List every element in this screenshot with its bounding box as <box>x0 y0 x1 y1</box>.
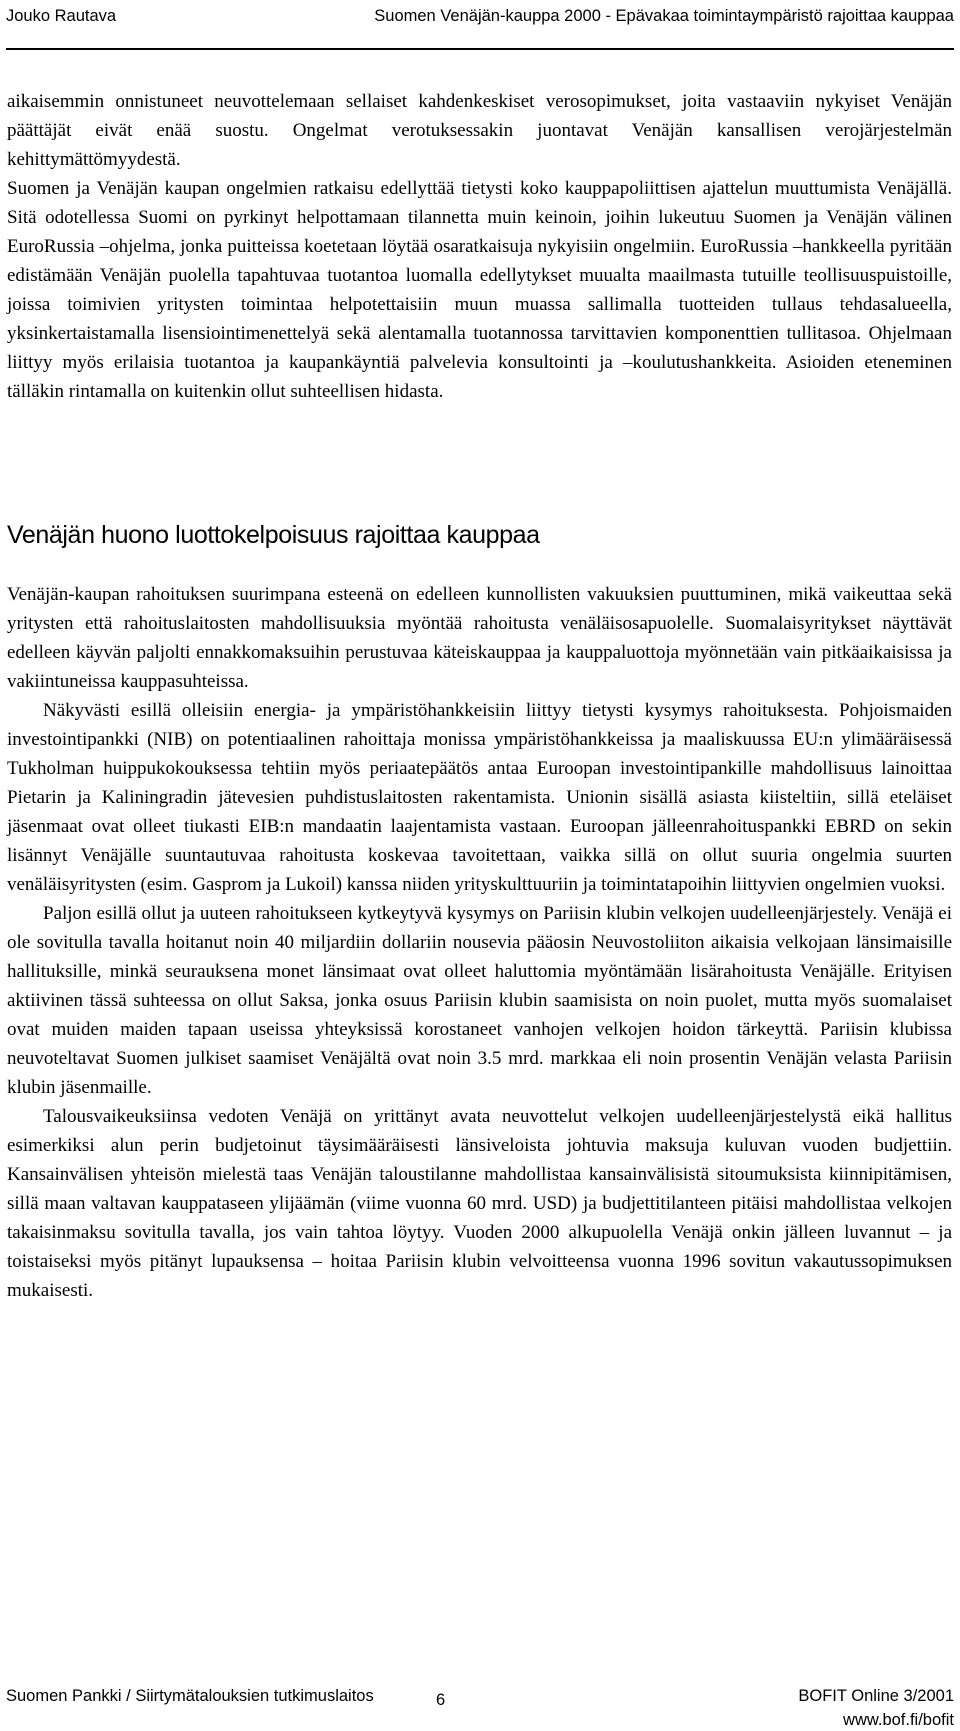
paragraph-debt-restructuring: Talousvaikeuksiinsa vedoten Venäjä on yrittänyt avata neuvottelut velkojen uudelleenjärjestelystä eikä hallitus esimerkiksi alun perin budjetoinut täysimääräisesti länsiveloista johtuvia maksuja kuluvan vuoden budjettiin. Kansainvälisen yhteisön mielestä taas Venäjän taloustilanne mahdollistaa kansainvälisistä sitoumuksista kiinnipitämisen, sillä maan valtavan kauppataseen ylijäämän (viime vuonna 60 mrd. USD) ja budjettitilanteen pitäisi mahdollistaa velkojen takaisinmaksu sovitulla tavalla, jos vain tahtoa löytyy. Vuoden 2000 alkupuolella Venäjä onkin jälleen luvannut – ja toistaiseksi myös pitänyt lupauksensa – hoitaa Pariisin klubin velvoitteensa vuonna 1996 sovitun vakautussopimuksen mukaisesti. <box>7 1106 952 1301</box>
section-heading: Venäjän huono luottokelpoisuus rajoittaa kauppaa <box>7 521 540 549</box>
top-text-block <box>7 87 952 406</box>
footer-website-link[interactable]: www.bof.fi/bofit <box>843 1711 954 1729</box>
section-text-block <box>7 580 952 1305</box>
paragraph-financing: Venäjän-kaupan rahoituksen suurimpana esteenä on edelleen kunnollisten vakuuksien puuttuminen, mikä vaikeuttaa sekä yritysten että rahoituslaitosten mahdollisuuksia myöntää rahoitusta venäläisosapuolelle. Suomalaisyritykset näyttävät edelleen käyvän paljolti ennakkomaksuihin perustuvaa käteiskauppaa ja kauppaluottoja myönnetään vain pitkäaikaisissa ja vakiintuneissa kauppasuhteissa. <box>7 584 952 692</box>
paragraph-environment-financing: Näkyvästi esillä olleisiin energia- ja ympäristöhankkeisiin liittyy tietysti kysymys rahoituksesta. Pohjoismaiden investointipankki (NIB) on potentiaalinen rahoittaja monissa ympäristöhankkeissa ja maaliskuussa EU:n ylimääräisessä Tukholman huippukokouksessa tehtiin myös periaatepäätös antaa Euroopan investointipankille mahdollisuus lainoittaa Pietarin ja Kaliningradin jätevesien puhdistuslaitosten rakentamista. Unionin sisällä asiasta kiisteltiin, sillä eteläiset jäsenmaat ovat olleet tiukasti EIB:n mandaatin laajentamista vastaan. Euroopan jälleenrahoituspankki EBRD on sekin lisännyt Venäjälle suuntautuvaa rahoitusta koskevaa tavoitettaan, vaikka sillä on ollut suuria ongelmia suurten venäläisyritysten (esim. Gasprom ja Lukoil) kanssa niiden yrityskulttuuriin ja toimintatapoihin liittyvien ongelmien vuoksi. <box>7 700 952 895</box>
header-running-title: Suomen Venäjän-kauppa 2000 - Epävakaa toimintaympäristö rajoittaa kauppaa <box>374 7 954 25</box>
paragraph-eurorussia: Suomen ja Venäjän kaupan ongelmien ratkaisu edellyttää tietysti koko kauppapoliittisen ajattelun muuttumista Venäjällä. Sitä odotellessa Suomi on pyrkinyt helpottamaan tilannetta muin keinoin, joihin lukeutuu Suomen ja Venäjän välinen EuroRussia –ohjelma, jonka puitteissa koetetaan löytää osaratkaisuja nykyisiin ongelmiin. EuroRussia –hankkeella pyritään edistämään Venäjän puolella tapahtuvaa tuotantoa luomalla edellytykset muualta maailmasta tutuille teollisuuspuistoille, joissa toimivien yritysten toimintaa helpotettaisiin muun muassa sallimalla tuotteiden tullaus tehdasalueella, yksinkertaistamalla lisensiointimenettelyä sekä alentamalla tuotannossa tarvittavien komponenttien tullitasoa. Ohjelmaan liittyy myös erilaisia tuotantoa ja kaupankäyntiä palvelevia konsultointi ja –koulutushankkeita. Asioiden eteneminen tälläkin rintamalla on kuitenkin ollut suhteellisen hidasta. <box>7 178 952 402</box>
header-divider <box>6 48 954 50</box>
footer-publication: BOFIT Online 3/2001 <box>798 1687 954 1705</box>
paragraph-continuation: aikaisemmin onnistuneet neuvottelemaan sellaiset kahdenkeskiset verosopimukset, joita vastaaviin nykyiset Venäjän päättäjät eivät enää suostu. Ongelmat verotuksessakin juontavat Venäjän kansallisen verojärjestelmän kehittymättömyydestä. <box>7 91 952 170</box>
footer-institution: Suomen Pankki / Siirtymätalouksien tutkimuslaitos <box>6 1687 374 1705</box>
header-author: Jouko Rautava <box>6 7 117 25</box>
page-number: 6 <box>436 1691 446 1709</box>
paragraph-paris-club: Paljon esillä ollut ja uuteen rahoitukseen kytkeytyvä kysymys on Pariisin klubin velkojen uudelleenjärjestely. Venäjä ei ole sovitulla tavalla hoitanut noin 40 miljardiin dollariin nousevia pääosin Neuvostoliiton aikaisia velkojaan länsimaisille hallituksille, minkä seurauksena monet länsimaat ovat olleet haluttomia myöntämään lisärahoitusta Venäjälle. Erityisen aktiivinen tässä suhteessa on ollut Saksa, jonka osuus Pariisin klubin saamisista on noin puolet, mutta myös suomalaiset ovat muiden maiden tapaan useissa yhteyksissä korostaneet vanhojen velkojen hoidon tärkeyttä. Pariisin klubissa neuvoteltavat Suomen julkiset saamiset Venäjältä ovat noin 3.5 mrd. markkaa eli noin prosentin Venäjän velasta Pariisin klubin jäsenmaille. <box>7 903 952 1098</box>
